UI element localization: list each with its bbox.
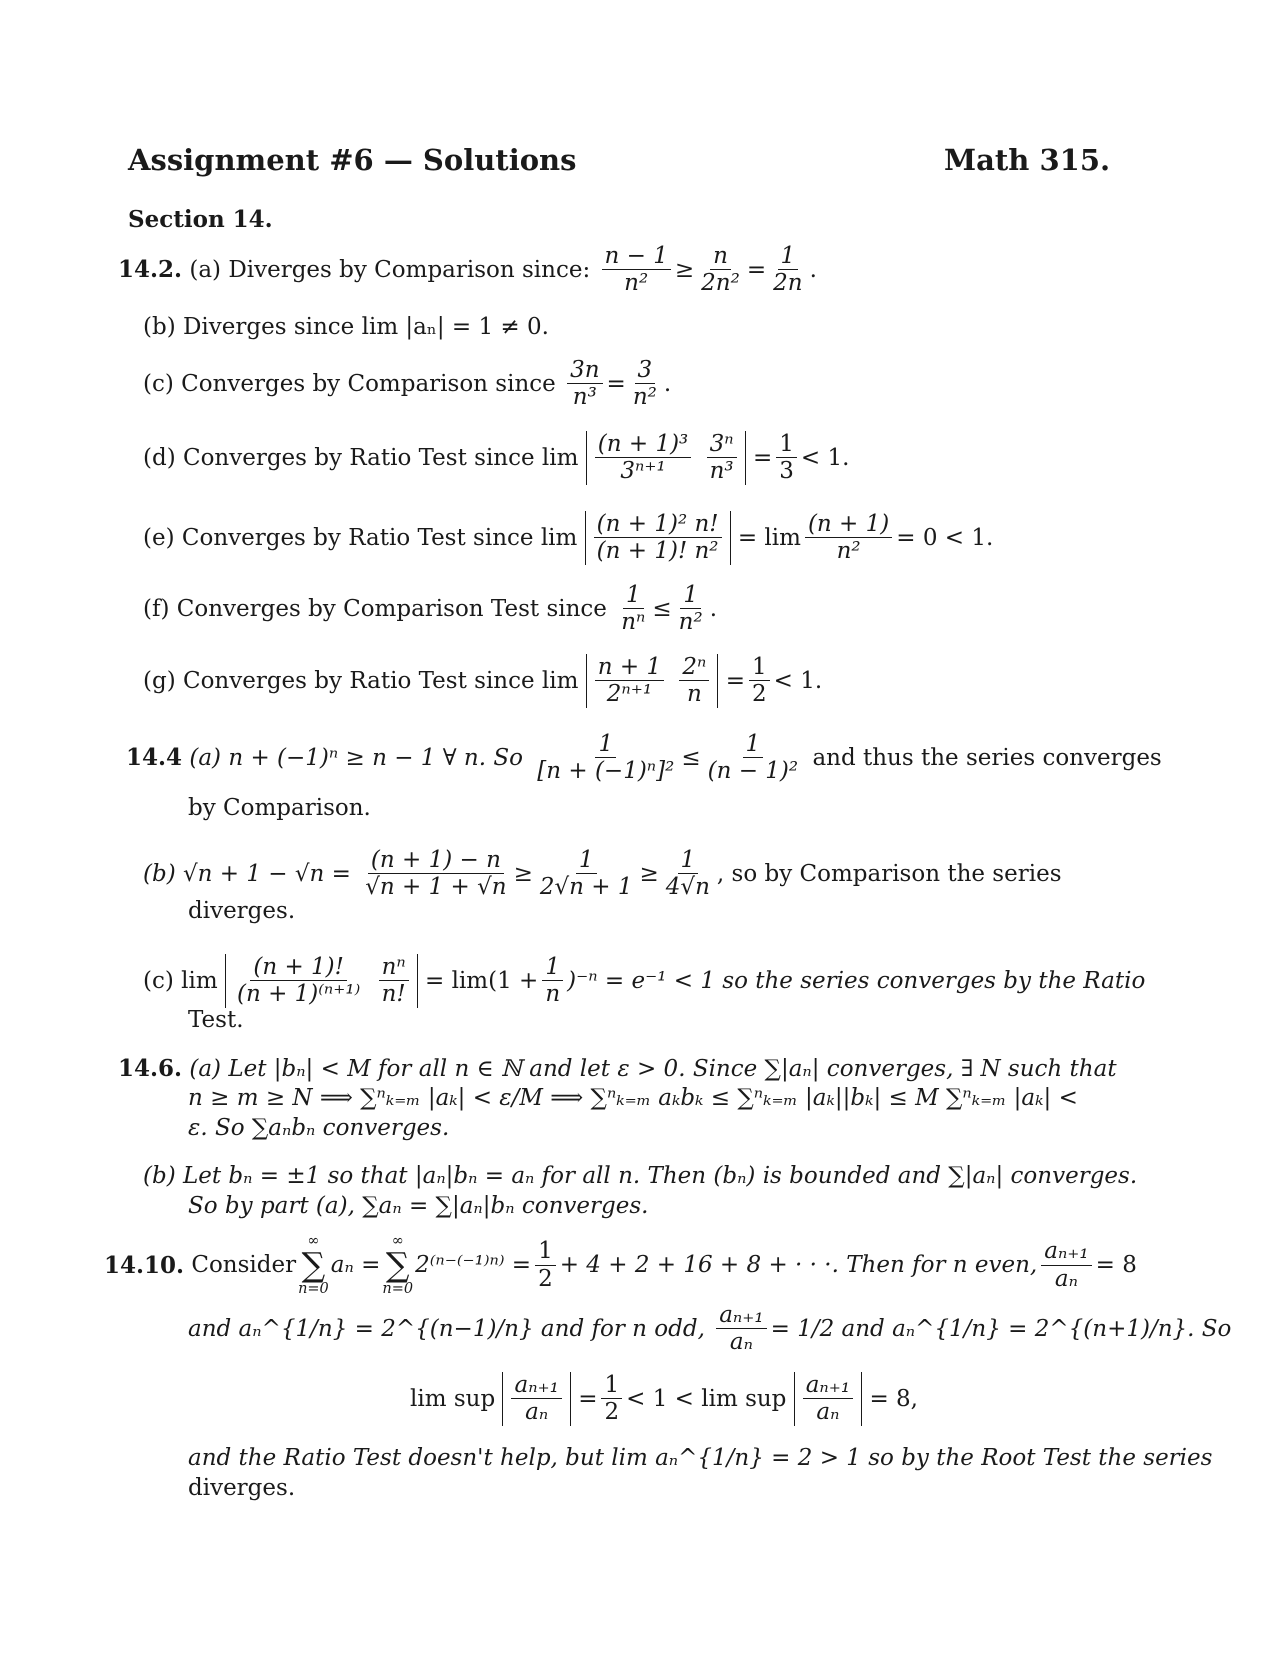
section-heading: Section 14. (128, 206, 273, 233)
course-label: Math 315. (944, 143, 1111, 177)
problem-14-6-a-line3: ε. So ∑aₙbₙ converges. (188, 1115, 450, 1141)
sum-symbol: ∞ ∑ n=0 (382, 1233, 414, 1297)
fraction: $\frac{1}{2}$ (601, 1372, 622, 1426)
fraction: $\frac{n - 1}{\text{n²}}$ (602, 243, 671, 297)
problem-14-10-display: lim sup $\frac{\text{aₙ₊₁}}{\text{aₙ}}$ = $\frac{1}{2}$ < 1 < lim sup $\frac{\text{aₙ₊₁}}{\text{aₙ}}$ = 8, (410, 1372, 918, 1426)
problem-number: 14.4 (126, 744, 183, 772)
problem-14-6-b-line2: So by part (a), ∑aₙ = ∑|aₙ|bₙ converges. (188, 1193, 649, 1219)
fraction: $\frac{3}{\text{n²}}$ (632, 357, 657, 411)
fraction: $\frac{n}{\text{2n²}}$ (701, 243, 740, 297)
problem-14-2-b: (b) Diverges since lim |aₙ| = 1 ≠ 0. (143, 314, 549, 340)
problem-14-10-line2: and aₙ^{1/n} = 2^{(n−1)/n} and for n odd, $\frac{\text{aₙ₊₁}}{\text{aₙ}}$ = 1/2 and aₙ^{1/n} = 2^{(n+1)/n}. So (188, 1302, 1232, 1356)
fraction: $\frac{1}{\text{nⁿ}}$ (621, 582, 646, 636)
assignment-title: Assignment #6 — Solutions (128, 143, 577, 177)
fraction: $\frac{1}{\text{n²}}$ (678, 582, 703, 636)
problem-14-2-e: (e) Converges by Ratio Test since lim $\frac{\text{(n + 1)² n!}}{\text{(n + 1)! n²}}$ = lim $\frac{(n + 1)}{\text{n²}}$ = 0 < 1. (143, 511, 994, 565)
fraction: $\frac{1}{n}$ (542, 954, 563, 1008)
problem-14-6-a: 14.6. (a) Let |bₙ| < M for all n ∈ ℕ and let ε > 0. Since ∑|aₙ| converges, ∃ N such that (118, 1055, 1117, 1082)
problem-14-6-b: (b) Let bₙ = ±1 so that |aₙ|bₙ = aₙ for all n. Then (bₙ) is bounded and ∑|aₙ| converges. (143, 1163, 1138, 1189)
fraction: $\frac{3n}{\text{n³}}$ (567, 357, 602, 411)
problem-14-4-a-line2: by Comparison. (188, 795, 371, 821)
problem-number: 14.10. (104, 1251, 185, 1279)
problem-14-2-c: (c) Converges by Comparison since $\frac{3n}{\text{n³}}$ = $\frac{3}{\text{n²}}$ . (143, 357, 672, 411)
fraction: $\frac{(n + 1)}{\text{n²}}$ (805, 511, 892, 565)
part-a-text: (a) Diverges by Comparison since: (189, 256, 591, 283)
sum-symbol: ∞ ∑ n=0 (298, 1233, 329, 1297)
fraction: $\frac{1}{2n}$ (773, 243, 803, 297)
absolute-value: $\frac{\text{aₙ₊₁}}{\text{aₙ}}$ (502, 1372, 570, 1426)
problem-14-4-c: (c) lim $\frac{(n + 1)!}{\text{(n + 1)⁽ⁿ⁺¹⁾}}$ $\frac{\text{nⁿ}}{n!}$ = lim(1 + $\frac{1}{n}$ )⁻ⁿ = e⁻¹ < 1 so the series converges by the Ratio (143, 954, 1146, 1008)
problem-14-4-c-line2: Test. (188, 1007, 244, 1033)
problem-14-4-a: 14.4 (a) n + (−1)ⁿ ≥ n − 1 ∀ n. So $\frac{1}{\text{[n + (−1)ⁿ]²}}$ ≤ $\frac{1}{\text{(n − 1)²}}$ and thus the series converges (126, 731, 1162, 785)
absolute-value: $\frac{\text{(n + 1)² n!}}{\text{(n + 1)! n²}}$ (585, 511, 731, 565)
fraction: $\frac{1}{2√n + 1}$ (539, 847, 633, 901)
problem-14-2-a: 14.2. (a) Diverges by Comparison since: $\frac{n - 1}{\text{n²}}$ ≥ $\frac{n}{\text{2n²}}$ = $\frac{1}{2n}$ . (118, 243, 817, 297)
fraction: $\frac{1}{2}$ (535, 1238, 556, 1292)
problem-14-2-g: (g) Converges by Ratio Test since lim $\frac{n + 1}{\text{2ⁿ⁺¹}}$ $\frac{\text{2ⁿ}}{n}$ = $\frac{1}{2}$ < 1. (143, 654, 823, 708)
problem-14-6-a-line2: n ≥ m ≥ N ⟹ ∑ⁿₖ₌ₘ |aₖ| < ε/M ⟹ ∑ⁿₖ₌ₘ aₖbₖ ≤ ∑ⁿₖ₌ₘ |aₖ||bₖ| ≤ M ∑ⁿₖ₌ₘ |aₖ| < (188, 1085, 1078, 1111)
problem-14-4-b: (b) √n + 1 − √n = $\frac{(n + 1) - n}{√n + 1 + √n}$ ≥ $\frac{1}{2√n + 1}$ ≥ $\frac{1}{4√n}$ , so by Comparison the series (143, 847, 1062, 901)
fraction: $\frac{1}{\text{(n − 1)²}}$ (707, 731, 799, 785)
fraction: $\frac{\text{aₙ₊₁}}{\text{aₙ}}$ (1041, 1238, 1091, 1292)
problem-14-2-f: (f) Converges by Comparison Test since $\frac{1}{\text{nⁿ}}$ ≤ $\frac{1}{\text{n²}}$ . (143, 582, 718, 636)
fraction: $\frac{1}{\text{[n + (−1)ⁿ]²}}$ (537, 731, 675, 785)
fraction: $\frac{\text{aₙ₊₁}}{\text{aₙ}}$ (716, 1302, 766, 1356)
problem-14-4-b-line2: diverges. (188, 898, 296, 924)
fraction: $\frac{1}{4√n}$ (665, 847, 710, 901)
fraction: $\frac{(n + 1) - n}{√n + 1 + √n}$ (365, 847, 507, 901)
absolute-value: $\frac{(n + 1)!}{\text{(n + 1)⁽ⁿ⁺¹⁾}}$ $\frac{\text{nⁿ}}{n!}$ (225, 954, 418, 1008)
problem-number: 14.2. (118, 256, 183, 284)
absolute-value: $\frac{n + 1}{\text{2ⁿ⁺¹}}$ $\frac{\text{2ⁿ}}{n}$ (586, 654, 719, 708)
problem-14-10-line5: diverges. (188, 1475, 296, 1501)
fraction: $\frac{1}{2}$ (749, 654, 770, 708)
problem-14-10-line4: and the Ratio Test doesn't help, but lim aₙ^{1/n} = 2 > 1 so by the Root Test the series (188, 1445, 1213, 1471)
problem-number: 14.6. (118, 1055, 183, 1082)
absolute-value: $\frac{\text{aₙ₊₁}}{\text{aₙ}}$ (794, 1372, 862, 1426)
problem-14-10-line1: 14.10. Consider ∞ ∑ n=0 aₙ = ∞ ∑ n=0 2⁽ⁿ⁻⁽⁻¹⁾ⁿ⁾ = $\frac{1}{2}$ + 4 + 2 + 16 + 8 + · · ·. Then for n even, $\frac{\text{aₙ₊₁}}{\text{aₙ}}$ = 8 (104, 1233, 1137, 1297)
fraction: $\frac{1}{3}$ (776, 431, 797, 485)
absolute-value: $\frac{\text{(n + 1)³}}{\text{3ⁿ⁺¹}}$ $\frac{\text{3ⁿ}}{\text{n³}}$ (586, 431, 746, 485)
problem-14-2-d: (d) Converges by Ratio Test since lim $\frac{\text{(n + 1)³}}{\text{3ⁿ⁺¹}}$ $\frac{\text{3ⁿ}}{\text{n³}}$ = $\frac{1}{3}$ < 1. (143, 431, 850, 485)
